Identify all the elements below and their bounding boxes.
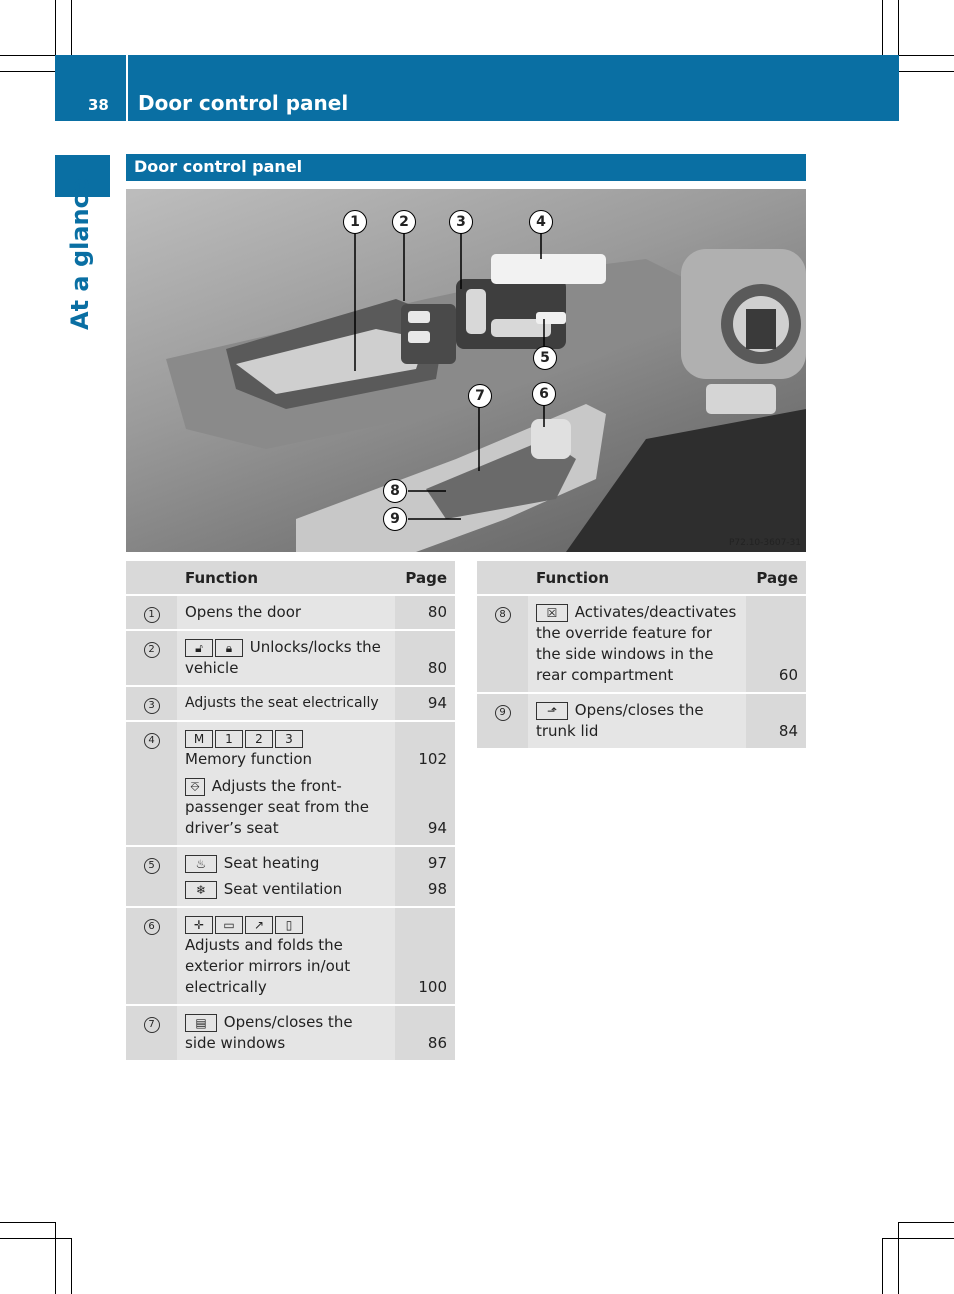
row-page-link[interactable]: 60 xyxy=(746,595,806,693)
callout-4: 4 xyxy=(529,210,553,234)
mirror-adjust-icon: ✛ xyxy=(185,916,213,934)
row-number: 2 xyxy=(144,642,160,658)
page-number: 38 xyxy=(88,96,109,114)
window-icon: ▤ xyxy=(185,1014,217,1032)
row-function: Opens the door xyxy=(177,595,395,630)
row-page-link[interactable]: 80 xyxy=(395,595,455,630)
row-function: Opens/closes the side windows xyxy=(185,1013,353,1052)
override-window-icon: ☒ xyxy=(536,604,568,622)
row-function-2: Adjusts the front-passenger seat from the driver’s seat xyxy=(185,777,369,837)
row-page-link[interactable]: 94 xyxy=(395,686,455,721)
callout-2: 2 xyxy=(392,210,416,234)
header-page: Page xyxy=(746,561,806,595)
row-number: 3 xyxy=(144,698,160,714)
row-page-link[interactable]: 84 xyxy=(746,693,806,748)
row-page-link[interactable]: 80 xyxy=(395,630,455,686)
memory-m-icon: M xyxy=(185,730,213,748)
row-number: 1 xyxy=(144,607,160,623)
table-row xyxy=(126,1005,455,1060)
row-number: 4 xyxy=(144,733,160,749)
row-page-link[interactable]: 100 xyxy=(395,907,455,1005)
header-title: Door control panel xyxy=(138,91,349,115)
row-page-link[interactable]: 97 xyxy=(427,854,447,872)
function-table-left xyxy=(126,561,455,1060)
callout-5: 5 xyxy=(533,346,557,370)
crop-mark xyxy=(71,1239,72,1294)
unlock-icon: 🔓︎ xyxy=(185,639,213,657)
trunk-lid-icon: ⬏ xyxy=(536,702,568,720)
passenger-seat-icon: ⎑ xyxy=(185,778,205,796)
mirror-right-icon: ▯ xyxy=(275,916,303,934)
row-function: Opens/closes the trunk lid xyxy=(536,701,704,740)
row-page-link[interactable]: 102 xyxy=(418,750,447,768)
crop-mark xyxy=(882,1239,883,1294)
crop-mark xyxy=(55,1222,56,1294)
crop-mark xyxy=(71,0,72,55)
crop-mark xyxy=(898,1222,899,1294)
row-number: 8 xyxy=(495,607,511,623)
table-row xyxy=(477,693,806,748)
row-function: Activates/deactivates the override feature for the side windows in the rear compartment xyxy=(536,603,737,684)
table-row xyxy=(126,721,455,846)
crop-mark xyxy=(0,1238,72,1239)
row-page-link-2[interactable]: 98 xyxy=(427,880,447,898)
table-row xyxy=(126,846,455,907)
crop-mark xyxy=(0,1222,55,1223)
table-row xyxy=(126,907,455,1005)
table-header xyxy=(126,561,455,595)
section-title: Door control panel xyxy=(134,157,303,176)
table-row xyxy=(126,630,455,686)
crop-mark xyxy=(899,55,954,56)
callout-9: 9 xyxy=(383,507,407,531)
crop-mark xyxy=(0,55,55,56)
row-function-2: Seat ventilation xyxy=(223,880,343,898)
side-tab-text: At a glance xyxy=(66,177,94,330)
function-table-right xyxy=(477,561,806,748)
memory-3-icon: 3 xyxy=(275,730,303,748)
header-function: Function xyxy=(177,561,395,595)
lock-icon: 🔒︎ xyxy=(215,639,243,657)
row-page-link[interactable]: 86 xyxy=(395,1005,455,1060)
row-function: Unlocks/locks the vehicle xyxy=(185,638,381,677)
seat-ventilation-icon: ❄ xyxy=(185,881,217,899)
mirror-left-icon: ▭ xyxy=(215,916,243,934)
row-number: 6 xyxy=(144,919,160,935)
door-panel-illustration xyxy=(126,189,806,552)
header-function: Function xyxy=(528,561,746,595)
row-function: Adjusts the seat electrically xyxy=(177,686,395,721)
callout-7: 7 xyxy=(468,384,492,408)
table-row xyxy=(126,686,455,721)
callout-6: 6 xyxy=(532,382,556,406)
crop-mark xyxy=(899,71,954,72)
figure-id: P72.10-3607-31 xyxy=(728,538,801,548)
callout-1: 1 xyxy=(343,210,367,234)
memory-1-icon: 1 xyxy=(215,730,243,748)
crop-mark xyxy=(0,71,55,72)
callout-8: 8 xyxy=(383,479,407,503)
row-function: Seat heating xyxy=(223,854,320,872)
header-page: Page xyxy=(395,561,455,595)
row-number: 7 xyxy=(144,1017,160,1033)
row-number: 9 xyxy=(495,705,511,721)
crop-mark xyxy=(899,1222,954,1223)
row-function: Memory function xyxy=(185,750,313,768)
memory-2-icon: 2 xyxy=(245,730,273,748)
seat-heating-icon: ♨ xyxy=(185,855,217,873)
row-page-link-2[interactable]: 94 xyxy=(427,819,447,837)
row-number: 5 xyxy=(144,858,160,874)
table-row xyxy=(126,595,455,630)
row-function: Adjusts and folds the exterior mirrors in/out electrically xyxy=(185,936,351,996)
mirror-fold-icon: ↗ xyxy=(245,916,273,934)
table-header xyxy=(477,561,806,595)
door-panel-figure xyxy=(126,189,806,552)
table-row xyxy=(477,595,806,693)
crop-mark xyxy=(882,0,883,55)
callout-3: 3 xyxy=(449,210,473,234)
crop-mark xyxy=(882,1238,954,1239)
